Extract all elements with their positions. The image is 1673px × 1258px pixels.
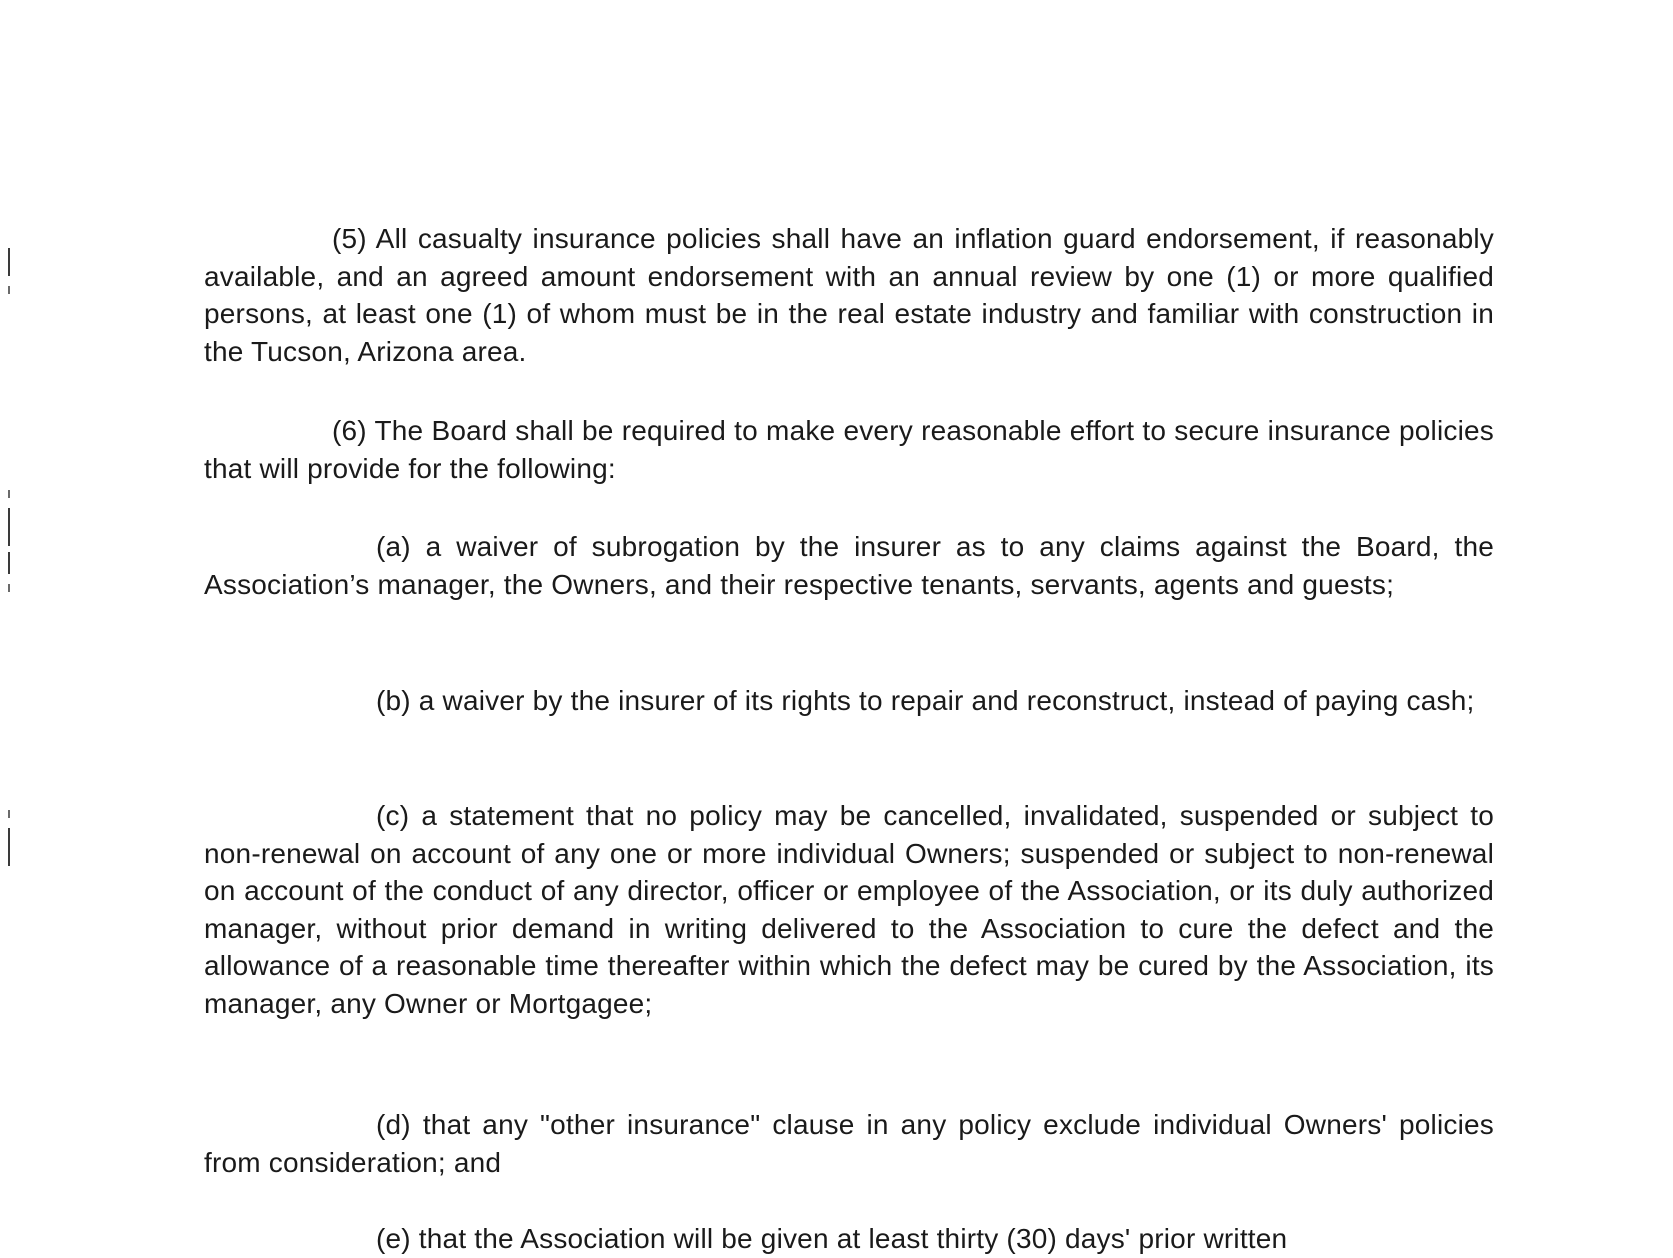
paragraph-6 xyxy=(204,412,1494,487)
margin-revision-tick xyxy=(8,584,10,592)
paragraph-a xyxy=(204,528,1494,603)
margin-revision-bar xyxy=(8,248,10,276)
paragraph-text: (6) The Board shall be required to make every reasonable effort to secure insurance policies that will provide for the following: xyxy=(204,415,1494,484)
margin-revision-bar xyxy=(8,552,10,574)
paragraph-text: (a) a waiver of subrogation by the insurer as to any claims against the Board, the Association’s manager, the Owners, and their respective tenants, servants, agents and guests; xyxy=(204,531,1494,600)
paragraph-b xyxy=(204,682,1494,720)
paragraph-5 xyxy=(204,220,1494,370)
paragraph-text: (b) a waiver by the insurer of its rights to repair and reconstruct, instead of paying cash; xyxy=(376,685,1475,716)
paragraph-d xyxy=(204,1106,1494,1181)
margin-revision-bar xyxy=(8,828,10,866)
paragraph-c xyxy=(204,797,1494,1022)
margin-revision-bar xyxy=(8,508,10,546)
margin-revision-tick xyxy=(8,286,10,294)
paragraph-text: (e) that the Association will be given at least thirty (30) days' prior written xyxy=(376,1223,1288,1254)
paragraph-e xyxy=(204,1220,1494,1258)
margin-revision-tick xyxy=(8,810,10,818)
margin-revision-tick xyxy=(8,490,10,498)
paragraph-text: (d) that any "other insurance" clause in any policy exclude individual Owners' policies from consideration; and xyxy=(204,1109,1494,1178)
paragraph-text: (5) All casualty insurance policies shall have an inflation guard endorsement, if reasonably available, and an agreed amount endorsement with an annual review by one (1) or more qualified persons, at least one (1) of whom must be in the real estate industry and familiar with construction in the Tucson, Arizona area. xyxy=(204,223,1494,367)
paragraph-text: (c) a statement that no policy may be cancelled, invalidated, suspended or subject to non-renewal on account of any one or more individual Owners; suspended or subject to non-renewal on account of the conduct of any director, officer or employee of the Association, or its duly authorized manager, without prior demand in writing delivered to the Association to cure the defect and the allowance of a reasonable time thereafter within which the defect may be cured by the Association, its manager, any Owner or Mortgagee; xyxy=(204,800,1494,1019)
